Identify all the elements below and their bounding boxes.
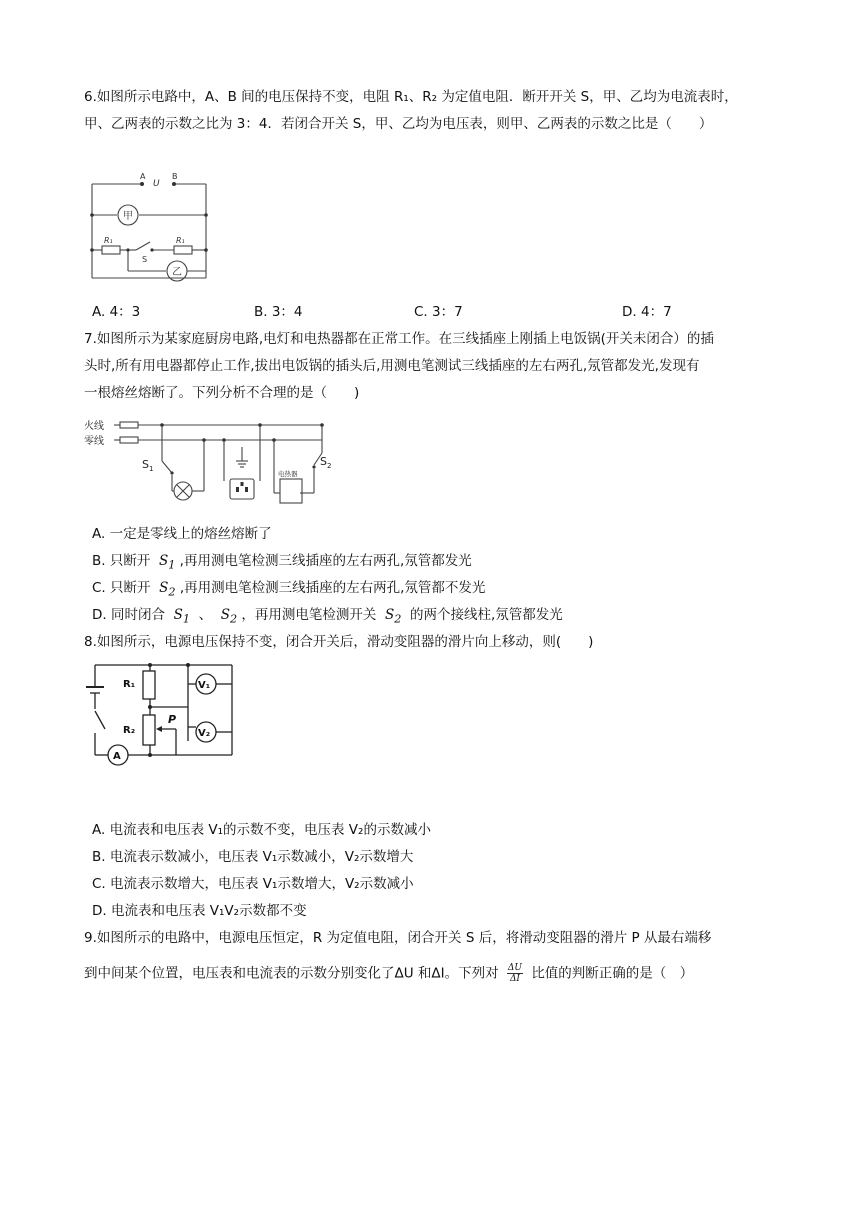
q7-option-b: B. 只断开 $S_1$ ,再用测电笔检测三线插座的左右两孔,氖管都发光 (92, 553, 472, 572)
q8-fig-meter-v2: V₂ (198, 728, 211, 739)
q6-fig-label-a: A (140, 172, 146, 181)
q7-stem-line3: 一根熔丝熔断了。下列分析不合理的是（ ) (84, 385, 360, 401)
q9-stem-line1: 9.如图所示的电路中，电源电压恒定，R 为定值电阻，闭合开关 S 后，将滑动变阻器的滑片 P 从最右端移 (84, 930, 712, 946)
q9-ratio-fraction: $\frac{\Delta U}{\Delta I}$ (507, 963, 523, 984)
q8-fig-label-p: P (168, 713, 177, 726)
q8-option-b: B. 电流表示数减小，电压表 V₁示数减小，V₂示数增大 (92, 849, 414, 865)
q8-option-a: A. 电流表和电压表 V₁的示数不变，电压表 V₂的示数减小 (92, 822, 431, 838)
q7-fig-label-live: 火线 (84, 421, 104, 432)
q6-option-b: B. 3：4 (254, 304, 303, 320)
q6-option-a: A. 4：3 (92, 304, 141, 320)
q6-fig-label-b: B (172, 172, 178, 181)
q7-option-c: C. 只断开 $S_2$ ,再用测电笔检测三线插座的左右两孔,氖管都不发光 (92, 580, 486, 599)
q9-stem-line2: 到中间某个位置，电压表和电流表的示数分别变化了ΔU 和ΔI。下列对 $\frac{\Delta U}{\Delta I}$ 比值的判断正确的是（ ） (84, 963, 694, 984)
q8-fig-meter-v1: V₁ (198, 680, 211, 691)
q7-stem-line1: 7.如图所示为某家庭厨房电路,电灯和电热器都在正常工作。在三线插座上刚插上电饭锅(开关未闭合）的插 (84, 331, 714, 347)
q6-fig-label-r1: R₁ (104, 236, 113, 245)
q6-fig-label-r2: R₁ (176, 236, 185, 245)
q7-fig-label-s1: $S_1$ (142, 458, 154, 473)
q6-option-c: C. 3：7 (414, 304, 463, 320)
q8-option-d: D. 电流表和电压表 V₁V₂示数都不变 (92, 903, 307, 919)
q8-stem: 8.如图所示，电源电压保持不变，闭合开关后，滑动变阻器的滑片向上移动，则( ) (84, 634, 594, 650)
q8-fig-label-r2: R₂ (123, 725, 136, 736)
q8-fig-meter-a: A (113, 751, 121, 762)
q7-stem-line2: 头时,所有用电器都停止工作,拔出电饭锅的插头后,用测电笔测试三线插座的左右两孔,氖管都发光,发现有 (84, 358, 700, 374)
q6-fig-meter-jia: 甲 (123, 211, 133, 222)
q7-kitchen-circuit-figure (84, 413, 334, 511)
q8-option-c: C. 电流表示数增大，电压表 V₁示数增大，V₂示数减小 (92, 876, 414, 892)
q8-fig-label-r1: R₁ (123, 679, 136, 690)
q7-fig-label-neutral: 零线 (84, 436, 104, 447)
q7-option-d: D. 同时闭合 $S_1$ 、 $S_2$ ，再用测电笔检测开关 $S_2$ 的两个接线柱,氖管都发光 (92, 607, 563, 626)
q6-fig-meter-yi: 乙 (172, 267, 182, 278)
q6-fig-label-u: U (153, 179, 160, 189)
q7-option-a: A. 一定是零线上的熔丝熔断了 (92, 526, 272, 542)
q6-fig-label-s: S (142, 255, 148, 264)
q6-stem-line2: 甲、乙两表的示数之比为 3：4．若闭合开关 S，甲、乙均为电压表，则甲、乙两表的示数之比是（ ） (84, 116, 713, 132)
q6-stem-line1: 6.如图所示电路中，A、B 间的电压保持不变，电阻 R₁、R₂ 为定值电阻．断开开关 S，甲、乙均为电流表时， (84, 89, 738, 105)
q6-circuit-figure (84, 168, 214, 284)
q8-circuit-figure (78, 657, 240, 769)
q7-fig-label-heater: 电热器 (278, 470, 298, 478)
q7-fig-label-s2: $S_2$ (320, 455, 332, 470)
q6-option-d: D. 4：7 (622, 304, 672, 320)
